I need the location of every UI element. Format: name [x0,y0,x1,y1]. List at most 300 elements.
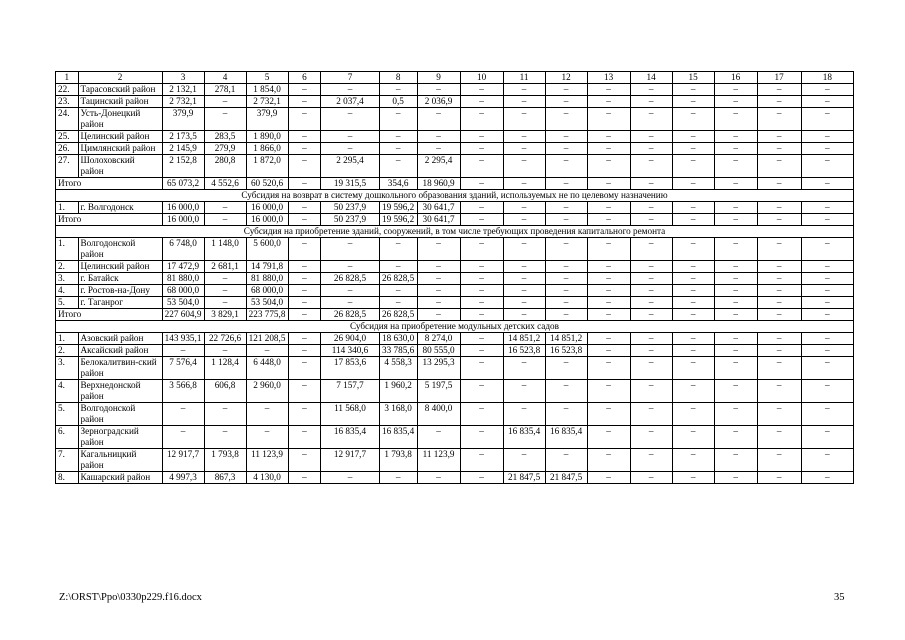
value-cell: 3 168,0 [379,403,417,426]
value-cell: – [714,261,757,273]
total-value-cell: 18 960,9 [417,178,460,190]
value-cell: – [288,96,321,108]
value-cell: 279,9 [204,143,246,155]
value-cell: – [288,285,321,297]
total-value-cell: – [288,214,321,226]
total-value-cell: – [672,178,714,190]
value-cell: 14 851,2 [503,333,545,345]
total-value-cell: – [672,214,714,226]
district-name-cell: Волгодонской район [78,403,162,426]
value-cell: – [288,449,321,472]
value-cell: – [757,357,801,380]
value-cell: – [801,403,853,426]
value-cell: – [288,357,321,380]
value-cell: 2 145,9 [162,143,204,155]
table-row [56,143,854,155]
value-cell: – [714,357,757,380]
value-cell: 606,8 [204,380,246,403]
total-value-cell: 26 828,5 [321,309,379,321]
total-value-cell: – [460,178,503,190]
value-cell: – [587,333,630,345]
value-cell: – [321,143,379,155]
value-cell: – [672,333,714,345]
value-cell: – [503,131,545,143]
total-value-cell: 30 641,7 [417,214,460,226]
section-title-row [56,321,854,333]
value-cell: 1 854,0 [246,84,288,96]
row-number-cell: 3. [56,273,79,285]
column-number-cell: 5 [246,72,288,84]
value-cell: – [460,273,503,285]
value-cell: – [379,108,417,131]
page-number: 35 [834,592,845,603]
table-row [56,155,854,178]
value-cell: – [587,155,630,178]
value-cell: – [757,261,801,273]
value-cell: – [204,345,246,357]
value-cell: 81 880,0 [246,273,288,285]
value-cell: – [460,380,503,403]
value-cell: – [630,143,672,155]
value-cell: – [757,380,801,403]
value-cell: – [460,238,503,261]
value-cell: – [630,357,672,380]
value-cell: 4 997,3 [162,472,204,484]
table-row [56,238,854,261]
value-cell: – [587,131,630,143]
row-number-cell: 26. [56,143,79,155]
total-value-cell: – [204,214,246,226]
value-cell: – [672,108,714,131]
value-cell: – [630,96,672,108]
value-cell: – [460,143,503,155]
value-cell: – [503,108,545,131]
value-cell: – [288,472,321,484]
row-number-cell: 23. [56,96,79,108]
value-cell: – [545,155,587,178]
value-cell: – [545,238,587,261]
table-row [56,273,854,285]
value-cell: 33 785,6 [379,345,417,357]
column-number-cell: 8 [379,72,417,84]
value-cell: – [460,155,503,178]
value-cell: – [460,261,503,273]
value-cell: 12 917,7 [162,449,204,472]
value-cell: – [630,345,672,357]
value-cell: – [672,96,714,108]
total-value-cell: – [801,178,853,190]
value-cell: – [288,143,321,155]
value-cell: 1 960,2 [379,380,417,403]
value-cell: – [503,155,545,178]
value-cell: – [757,449,801,472]
value-cell: 1 890,0 [246,131,288,143]
value-cell: – [288,297,321,309]
value-cell: – [246,403,288,426]
column-number-cell: 9 [417,72,460,84]
value-cell: – [460,357,503,380]
value-cell: – [587,426,630,449]
value-cell: – [460,84,503,96]
value-cell: 1 128,4 [204,357,246,380]
row-number-cell: 6. [56,426,79,449]
value-cell: – [321,84,379,96]
value-cell: – [672,297,714,309]
table-row [56,96,854,108]
value-cell: – [672,380,714,403]
table-row [56,108,854,131]
value-cell: – [288,403,321,426]
value-cell: – [672,261,714,273]
value-cell: – [672,426,714,449]
value-cell: – [757,131,801,143]
value-cell: – [417,426,460,449]
district-name-cell: Усть-Донецкий район [78,108,162,131]
value-cell: – [204,297,246,309]
value-cell: – [672,357,714,380]
total-value-cell: – [587,214,630,226]
value-cell: – [630,261,672,273]
total-value-cell: – [757,309,801,321]
value-cell: – [503,449,545,472]
value-cell: 26 828,5 [321,273,379,285]
table-body [56,72,854,484]
district-name-cell: Тацинский район [78,96,162,108]
value-cell: – [503,84,545,96]
value-cell: – [417,84,460,96]
value-cell: 4 130,0 [246,472,288,484]
value-cell: 0,5 [379,96,417,108]
value-cell: – [630,333,672,345]
value-cell: 11 568,0 [321,403,379,426]
value-cell: – [288,238,321,261]
table-row [56,333,854,345]
value-cell: – [460,202,503,214]
value-cell: 13 295,3 [417,357,460,380]
row-number-cell: 1. [56,333,79,345]
value-cell: – [630,131,672,143]
value-cell: – [288,261,321,273]
value-cell: – [587,285,630,297]
value-cell: – [545,285,587,297]
value-cell: – [503,143,545,155]
row-number-cell: 24. [56,108,79,131]
value-cell: – [288,426,321,449]
value-cell: – [379,238,417,261]
value-cell: 278,1 [204,84,246,96]
total-label-cell: Итого [56,178,163,190]
total-value-cell: 16 000,0 [162,214,204,226]
value-cell: 18 630,0 [379,333,417,345]
value-cell: – [417,297,460,309]
value-cell: 68 000,0 [246,285,288,297]
table-row [56,131,854,143]
value-cell: – [587,84,630,96]
value-cell: 21 847,5 [503,472,545,484]
value-cell: – [460,131,503,143]
value-cell: 14 791,8 [246,261,288,273]
value-cell: – [801,238,853,261]
value-cell: – [630,380,672,403]
value-cell: – [204,285,246,297]
value-cell: 5 600,0 [246,238,288,261]
total-value-cell: – [503,309,545,321]
value-cell: – [587,472,630,484]
value-cell: – [321,472,379,484]
value-cell: 16 000,0 [162,202,204,214]
value-cell: 1 793,8 [379,449,417,472]
value-cell: – [714,449,757,472]
value-cell: – [204,108,246,131]
value-cell: – [460,297,503,309]
value-cell: – [801,155,853,178]
value-cell: – [545,108,587,131]
value-cell: – [672,238,714,261]
row-number-cell: 1. [56,238,79,261]
value-cell: – [630,238,672,261]
total-value-cell: – [545,214,587,226]
value-cell: – [672,285,714,297]
value-cell: 8 400,0 [417,403,460,426]
value-cell: – [714,143,757,155]
district-name-cell: Верхнедонской район [78,380,162,403]
value-cell: 1 148,0 [204,238,246,261]
total-label-cell: Итого [56,214,163,226]
value-cell: 283,5 [204,131,246,143]
value-cell: – [587,96,630,108]
value-cell: – [757,285,801,297]
value-cell: – [587,403,630,426]
value-cell: – [204,202,246,214]
value-cell: – [757,426,801,449]
value-cell: – [503,380,545,403]
row-number-cell: 8. [56,472,79,484]
value-cell: – [630,155,672,178]
value-cell: – [714,426,757,449]
value-cell: – [417,285,460,297]
value-cell: – [545,273,587,285]
column-number-cell: 3 [162,72,204,84]
value-cell: 16 835,4 [379,426,417,449]
table-row [56,285,854,297]
district-name-cell: Зерноградский район [78,426,162,449]
value-cell: – [630,273,672,285]
column-number-cell: 10 [460,72,503,84]
section-title: Субсидия на приобретение зданий, сооружений, в том числе требующих проведения капитального ремонта [56,226,854,238]
value-cell: – [714,238,757,261]
value-cell: – [246,345,288,357]
value-cell: – [672,143,714,155]
value-cell: – [288,380,321,403]
district-name-cell: Волгодонской район [78,238,162,261]
value-cell: 1 872,0 [246,155,288,178]
total-value-cell: – [503,214,545,226]
value-cell: – [417,131,460,143]
total-value-cell: 19 596,2 [379,214,417,226]
value-cell: – [630,449,672,472]
value-cell: – [801,84,853,96]
value-cell: – [503,403,545,426]
value-cell: 14 851,2 [545,333,587,345]
value-cell: – [587,297,630,309]
value-cell: – [587,345,630,357]
district-name-cell: Кашарский район [78,472,162,484]
value-cell: – [630,202,672,214]
value-cell: 2 173,5 [162,131,204,143]
total-value-cell: – [801,214,853,226]
value-cell: 3 566,8 [162,380,204,403]
value-cell: – [801,333,853,345]
value-cell: – [714,333,757,345]
value-cell: – [801,285,853,297]
value-cell: 2 681,1 [204,261,246,273]
value-cell: – [630,426,672,449]
value-cell: – [672,403,714,426]
total-value-cell: 65 073,2 [162,178,204,190]
value-cell: 16 835,4 [321,426,379,449]
value-cell: – [587,202,630,214]
total-value-cell: 16 000,0 [246,214,288,226]
value-cell: 26 904,0 [321,333,379,345]
total-row [56,178,854,190]
value-cell: – [503,273,545,285]
column-number-cell: 2 [78,72,162,84]
value-cell: – [379,297,417,309]
value-cell: 2 037,4 [321,96,379,108]
district-name-cell: Азовский район [78,333,162,345]
total-value-cell: – [460,309,503,321]
value-cell: 53 504,0 [246,297,288,309]
value-cell: – [714,131,757,143]
table-row [56,449,854,472]
value-cell: – [801,96,853,108]
value-cell: – [417,261,460,273]
value-cell: – [714,273,757,285]
row-number-cell: 27. [56,155,79,178]
total-value-cell: – [587,309,630,321]
district-name-cell: г. Таганрог [78,297,162,309]
value-cell: – [587,357,630,380]
district-name-cell: Кагальницкий район [78,449,162,472]
value-cell: – [288,333,321,345]
value-cell: – [379,84,417,96]
total-value-cell: 354,6 [379,178,417,190]
section-title-row [56,226,854,238]
total-value-cell: – [417,309,460,321]
value-cell: 2 132,1 [162,84,204,96]
value-cell: 6 448,0 [246,357,288,380]
value-cell: – [801,143,853,155]
district-name-cell: Шолоховский район [78,155,162,178]
row-number-cell: 4. [56,285,79,297]
value-cell: – [321,297,379,309]
value-cell: – [417,273,460,285]
total-row [56,214,854,226]
value-cell: – [321,261,379,273]
value-cell: – [757,108,801,131]
value-cell: – [545,449,587,472]
value-cell: 121 208,5 [246,333,288,345]
value-cell: – [801,297,853,309]
value-cell: – [379,285,417,297]
value-cell: – [714,285,757,297]
value-cell: – [757,155,801,178]
district-name-cell: Целинский район [78,261,162,273]
district-name-cell: Белокалитвин-ский район [78,357,162,380]
value-cell: – [757,96,801,108]
value-cell: – [204,426,246,449]
value-cell: 21 847,5 [545,472,587,484]
value-cell: – [545,202,587,214]
value-cell: 26 828,5 [379,273,417,285]
value-cell: – [587,273,630,285]
value-cell: – [417,143,460,155]
value-cell: – [503,96,545,108]
value-cell: – [714,345,757,357]
total-value-cell: – [714,214,757,226]
value-cell: – [801,426,853,449]
value-cell: – [801,345,853,357]
section-title-row [56,190,854,202]
value-cell: – [630,285,672,297]
value-cell: – [460,108,503,131]
footer-file-path: Z:\ORST\Ppo\0330p229.f16.docx [59,592,202,603]
total-value-cell: – [801,309,853,321]
row-number-cell: 5. [56,403,79,426]
value-cell: 19 596,2 [379,202,417,214]
value-cell: – [757,472,801,484]
value-cell: – [460,426,503,449]
value-cell: – [321,285,379,297]
value-cell: – [503,238,545,261]
total-value-cell: – [630,309,672,321]
value-cell: – [417,238,460,261]
value-cell: 11 123,9 [246,449,288,472]
value-cell: 4 558,3 [379,357,417,380]
value-cell: – [801,472,853,484]
value-cell: – [503,261,545,273]
value-cell: 2 152,8 [162,155,204,178]
value-cell: – [460,403,503,426]
value-cell: – [801,449,853,472]
value-cell: 379,9 [162,108,204,131]
value-cell: – [379,155,417,178]
row-number-cell: 2. [56,261,79,273]
value-cell: – [587,449,630,472]
value-cell: – [757,84,801,96]
table-row [56,297,854,309]
value-cell: 16 000,0 [246,202,288,214]
value-cell: 2 732,1 [162,96,204,108]
district-name-cell: Аксайский район [78,345,162,357]
value-cell: – [460,333,503,345]
total-value-cell: 50 237,9 [321,214,379,226]
value-cell: 30 641,7 [417,202,460,214]
value-cell: 2 295,4 [321,155,379,178]
value-cell: 17 472,9 [162,261,204,273]
total-value-cell: – [545,309,587,321]
value-cell: 11 123,9 [417,449,460,472]
district-name-cell: г. Батайск [78,273,162,285]
value-cell: 22 726,6 [204,333,246,345]
value-cell: – [757,297,801,309]
value-cell: – [801,108,853,131]
value-cell: – [545,84,587,96]
value-cell: – [379,261,417,273]
total-value-cell: – [714,178,757,190]
value-cell: – [204,96,246,108]
row-number-cell: 4. [56,380,79,403]
